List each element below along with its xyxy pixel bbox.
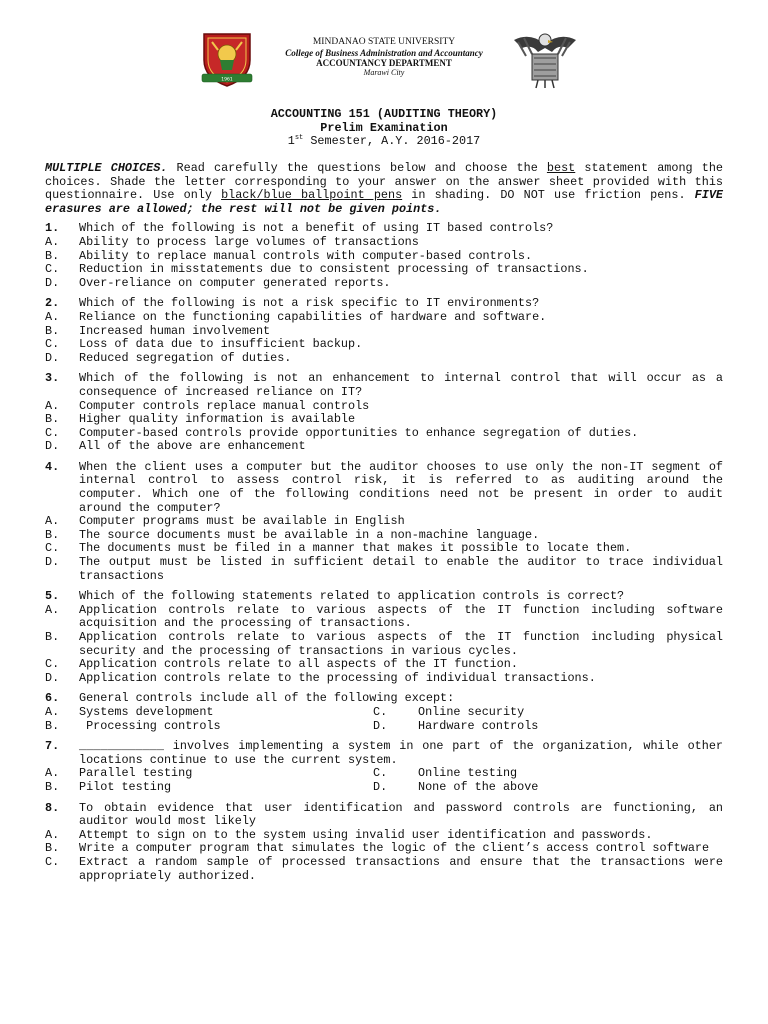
choice-letter: A. bbox=[45, 704, 60, 719]
choice-item bbox=[45, 263, 723, 277]
question-stem bbox=[45, 740, 723, 767]
question-stem bbox=[45, 222, 723, 236]
choice-letter: D. bbox=[373, 779, 388, 794]
choice-text: The output must be listed in sufficient detail to enable the auditor to trace individual transactions bbox=[79, 555, 723, 583]
choice-text: Systems development bbox=[79, 704, 214, 719]
choice-text: Application controls relate to various aspects of the IT function including physical security and the processing of transactions in various cycles. bbox=[79, 630, 723, 658]
choice-text: Reliance on the functioning capabilities of hardware and software. bbox=[79, 309, 547, 324]
choice-item bbox=[45, 542, 723, 556]
choice-text: Application controls relate to various aspects of the IT function including software acquisition and the processing of transactions. bbox=[79, 602, 723, 631]
question-item bbox=[45, 461, 723, 583]
question-text: Which of the following is not a risk specific to IT environments? bbox=[79, 296, 540, 311]
question-list bbox=[45, 222, 723, 883]
choice-text: Reduced segregation of duties. bbox=[79, 350, 292, 365]
choice-item bbox=[45, 604, 723, 631]
choice-text: Extract a random sample of processed transactions and ensure that the transactions were appropriately authorized. bbox=[79, 854, 723, 883]
choice-item bbox=[45, 631, 723, 658]
choice-text: Computer programs must be available in English bbox=[79, 514, 405, 529]
department-eagle-logo bbox=[512, 26, 578, 90]
exam-name: Prelim Examination bbox=[320, 120, 448, 135]
choice-item bbox=[45, 856, 723, 883]
choice-item bbox=[45, 658, 723, 672]
university-name: MINDANAO STATE UNIVERSITY bbox=[312, 37, 456, 47]
choice-pair-row bbox=[45, 720, 723, 734]
choice-item bbox=[45, 250, 723, 264]
question-text: To obtain evidence that user identification and password controls are functioning, an auditor would most likely bbox=[79, 800, 723, 829]
choice-item bbox=[45, 706, 373, 720]
choice-letter: B. bbox=[45, 718, 60, 733]
choice-text: Over-reliance on computer generated reports. bbox=[79, 275, 391, 290]
choice-letter: B. bbox=[45, 630, 60, 644]
choice-item bbox=[45, 413, 723, 427]
choice-text: Ability to process large volumes of transactions bbox=[79, 234, 419, 249]
seal-year: 1961 bbox=[221, 77, 233, 83]
choice-item bbox=[45, 338, 723, 352]
choice-letter: B. bbox=[45, 779, 60, 794]
choice-item bbox=[45, 529, 723, 543]
choice-text: Application controls relate to all aspects of the IT function. bbox=[79, 657, 518, 672]
choice-item bbox=[45, 277, 723, 291]
choice-item bbox=[45, 842, 723, 856]
choice-text: Online security bbox=[418, 704, 525, 719]
choice-item bbox=[373, 767, 689, 781]
choice-item bbox=[45, 440, 723, 454]
choice-item bbox=[45, 325, 723, 339]
choice-letter: D. bbox=[373, 718, 388, 733]
question-number: 6. bbox=[45, 691, 60, 706]
question-text: When the client uses a computer but the auditor chooses to use only the non-IT segment of internal control to assess control risk, it is referred to as auditing around the computer. Which one of the following conditions need not be present in order to audit around the computer? bbox=[79, 459, 723, 515]
choice-text: Parallel testing bbox=[79, 766, 193, 781]
choice-letter: C. bbox=[45, 262, 60, 277]
choice-item bbox=[45, 556, 723, 583]
choice-letter: D. bbox=[45, 555, 60, 570]
college-name: College of Business Administration and Accountancy bbox=[285, 48, 483, 58]
choice-item bbox=[45, 781, 373, 795]
choice-letter: A. bbox=[45, 398, 60, 413]
choice-text: Computer-based controls provide opportunities to enhance segregation of duties. bbox=[79, 425, 639, 440]
choice-item bbox=[45, 829, 723, 843]
question-item bbox=[45, 590, 723, 685]
choice-item bbox=[45, 720, 373, 734]
choice-text: The source documents must be available in a non-machine language. bbox=[79, 527, 540, 542]
choice-letter: B. bbox=[45, 323, 60, 338]
city-name: Marawi City bbox=[363, 68, 405, 77]
choice-letter: B. bbox=[45, 412, 60, 427]
choice-item bbox=[45, 767, 373, 781]
question-stem bbox=[45, 461, 723, 515]
exam-body bbox=[45, 162, 723, 890]
question-item bbox=[45, 222, 723, 290]
department-name: ACCOUNTANCY DEPARTMENT bbox=[316, 58, 452, 68]
pens-emphasis: black/blue ballpoint pens bbox=[221, 188, 403, 203]
question-number: 1. bbox=[45, 221, 60, 236]
choice-text: Attempt to sign on to the system using invalid user identification and passwords. bbox=[79, 827, 653, 842]
choice-text: Pilot testing bbox=[79, 779, 172, 794]
choice-text: The documents must be filed in a manner that makes it possible to locate them. bbox=[79, 541, 632, 556]
question-item bbox=[45, 692, 723, 733]
choice-letter: B. bbox=[45, 841, 60, 856]
semester-line: 1st Semester, A.Y. 2016-2017 bbox=[287, 134, 481, 148]
question-number: 7. bbox=[45, 739, 60, 754]
choice-text: All of the above are enhancement bbox=[79, 439, 306, 454]
choice-item bbox=[45, 400, 723, 414]
choice-letter: C. bbox=[45, 337, 60, 352]
question-text: Which of the following is not a benefit of using IT based controls? bbox=[79, 221, 554, 236]
question-text: ____________ involves implementing a system in one part of the organization, while other locations continue to use the current system. bbox=[79, 739, 723, 767]
choice-pair-row bbox=[45, 706, 723, 720]
question-item bbox=[45, 372, 723, 454]
choice-text: Ability to replace manual controls with computer-based controls. bbox=[79, 248, 533, 263]
choice-letter: A. bbox=[45, 309, 60, 324]
choice-letter: C. bbox=[373, 704, 388, 719]
question-stem bbox=[45, 297, 723, 311]
choice-text: Increased human involvement bbox=[79, 323, 271, 338]
question-stem bbox=[45, 372, 723, 399]
letterhead bbox=[0, 24, 768, 94]
question-number: 3. bbox=[45, 371, 60, 386]
choice-text: Reduction in misstatements due to consistent processing of transactions. bbox=[79, 262, 589, 277]
choice-item bbox=[45, 515, 723, 529]
choice-letter: A. bbox=[45, 514, 60, 529]
choice-text: Online testing bbox=[418, 766, 518, 781]
choice-letter: A. bbox=[45, 827, 60, 842]
choice-item bbox=[45, 672, 723, 686]
choice-letter: A. bbox=[45, 234, 60, 249]
choice-letter: C. bbox=[45, 854, 60, 869]
choice-letter: A. bbox=[45, 766, 60, 781]
erasure-warning: FIVE erasures are allowed; the rest will not be given points. bbox=[45, 188, 723, 216]
question-number: 5. bbox=[45, 589, 60, 604]
choice-letter: C. bbox=[45, 541, 60, 556]
choice-letter: C. bbox=[45, 425, 60, 440]
question-item bbox=[45, 802, 723, 884]
choice-item bbox=[45, 352, 723, 366]
choice-letter: D. bbox=[45, 439, 60, 454]
question-stem bbox=[45, 590, 723, 604]
instructions: MULTIPLE CHOICES. Read carefully the questions below and choose the best statement among the choices. Shade the letter corresponding to your answer on the answer sheet provided with this questionnaire. Use only black/blue ballpoint pens in shading. DO NOT use friction pens. FIVE erasures are allowed; the rest will not be given points. bbox=[45, 161, 723, 216]
question-item bbox=[45, 297, 723, 365]
question-number: 8. bbox=[45, 800, 60, 815]
instructions-heading: MULTIPLE CHOICES. bbox=[45, 161, 168, 175]
choice-letter: B. bbox=[45, 248, 60, 263]
choice-item bbox=[373, 781, 689, 795]
choice-text: Application controls relate to the processing of individual transactions. bbox=[79, 670, 596, 685]
choice-letter: D. bbox=[45, 350, 60, 365]
question-stem bbox=[45, 692, 723, 706]
choice-letter: C. bbox=[45, 657, 60, 672]
choice-text: Loss of data due to insufficient backup. bbox=[79, 337, 363, 352]
question-item bbox=[45, 740, 723, 794]
choice-letter: D. bbox=[45, 670, 60, 685]
choice-text: Computer controls replace manual controls bbox=[79, 398, 370, 413]
choice-text: Higher quality information is available bbox=[79, 412, 356, 427]
choice-text: Processing controls bbox=[79, 718, 221, 733]
choice-text: Write a computer program that simulates the logic of the client’s access control software bbox=[79, 841, 710, 856]
choice-item bbox=[45, 427, 723, 441]
choice-text: Hardware controls bbox=[418, 718, 539, 733]
question-text: General controls include all of the following except: bbox=[79, 691, 455, 706]
question-stem bbox=[45, 802, 723, 829]
course-title: ACCOUNTING 151 (AUDITING THEORY) bbox=[270, 107, 498, 121]
choice-item bbox=[373, 706, 689, 720]
choice-item bbox=[45, 311, 723, 325]
choice-letter: C. bbox=[373, 766, 388, 781]
choice-text: None of the above bbox=[418, 779, 539, 794]
best-emphasis: best bbox=[546, 161, 576, 175]
question-number: 4. bbox=[45, 459, 60, 474]
choice-item bbox=[45, 236, 723, 250]
question-text: Which of the following statements related to application controls is correct? bbox=[79, 589, 625, 604]
choice-letter: A. bbox=[45, 602, 60, 617]
question-text: Which of the following is not an enhancement to internal control that will occur as a consequence of increased reliance on IT? bbox=[79, 371, 723, 399]
question-number: 2. bbox=[45, 296, 60, 311]
choice-item bbox=[373, 720, 689, 734]
exam-title-block bbox=[0, 108, 768, 149]
choice-pair-row bbox=[45, 767, 723, 781]
choice-pair-row bbox=[45, 781, 723, 795]
choice-letter: D. bbox=[45, 275, 60, 290]
choice-letter: B. bbox=[45, 527, 60, 542]
